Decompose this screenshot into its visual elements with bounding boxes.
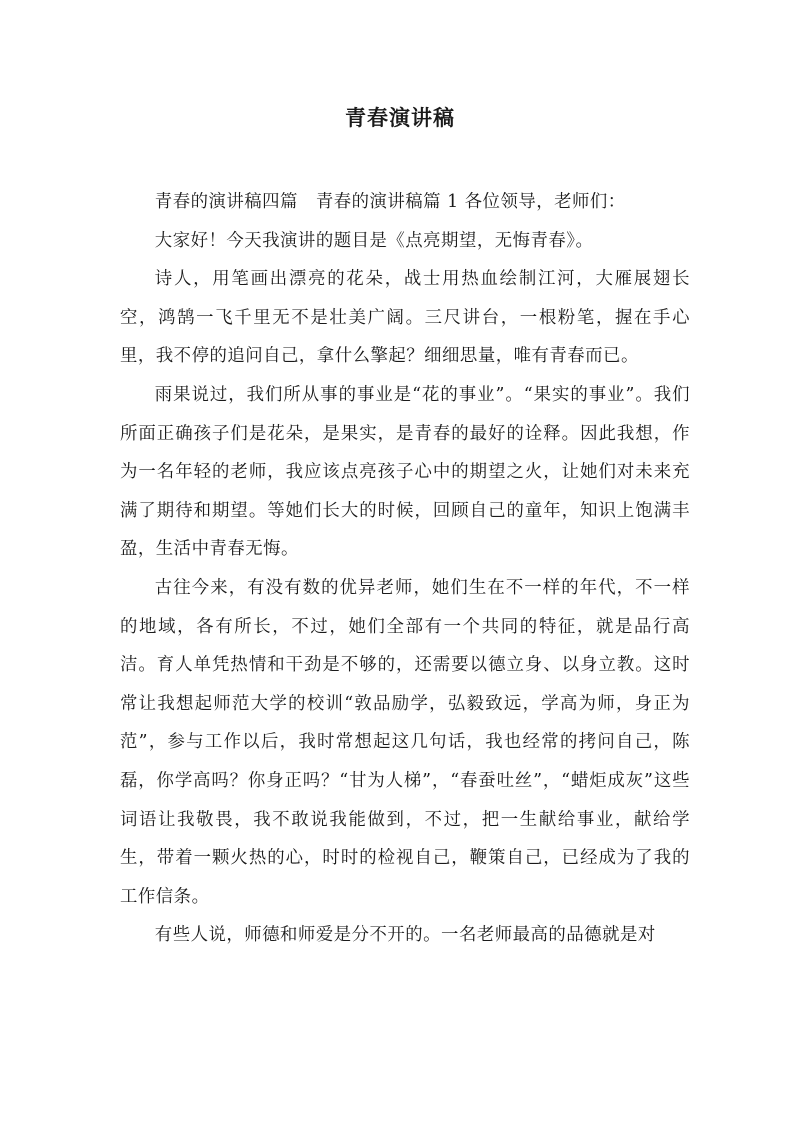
document-body bbox=[120, 183, 690, 955]
paragraph-hugo: 雨果说过，我们所从事的事业是“花的事业”。“果实的事业”。我们所面正确孩子们是花朵，是果实，是青春的最好的诠释。因此我想，作为一名年轻的老师，我应该点亮孩子心中的期望之火，让她们对未来充满了期待和期望。等她们长大的时候，回顾自己的童年，知识上饱满丰盈，生活中青春无悔。 bbox=[120, 384, 690, 560]
paragraph-ethics: 有些人说，师德和师爱是分不开的。一名老师最高的品德就是对 bbox=[154, 925, 656, 946]
paragraph-teachers: 古往今来，有没有数的优异老师，她们生在不一样的年代，不一样的地域，各有所长，不过，她们全部有一个共同的特征，就是品行高洁。育人单凭热情和干劲是不够的，还需要以德立身、以身立教。这时常让我想起师范大学的校训“敦品励学，弘毅致远，学高为师，身正为范”，参与工作以后，我时常想起这几句话，我也经常的拷问自己，陈磊，你学高吗？你身正吗？“甘为人梯”，“春蚕吐丝”，“蜡炬成灰”这些词语让我敬畏，我不敢说我能做到，不过，把一生献给事业，献给学生，带着一颗火热的心，时时的检视自己，鞭策自己，已经成为了我的工作信条。 bbox=[120, 577, 690, 907]
paragraph-intro: 青春的演讲稿四篇 青春的演讲稿篇 1 各位领导，老师们： bbox=[154, 192, 626, 212]
paragraph-greeting: 大家好！今天我演讲的题目是《点亮期望，无悔青春》。 bbox=[154, 230, 594, 251]
paragraph-poet: 诗人，用笔画出漂亮的花朵，战士用热血绘制江河，大雁展翅长空，鸿鹄一飞千里无不是壮美广阔。三尺讲台，一根粉笔，握在手心里，我不停的追问自己，拿什么擎起？细细思量，唯有青春而已。 bbox=[120, 269, 690, 367]
document-title: 青春演讲稿 bbox=[345, 105, 455, 130]
